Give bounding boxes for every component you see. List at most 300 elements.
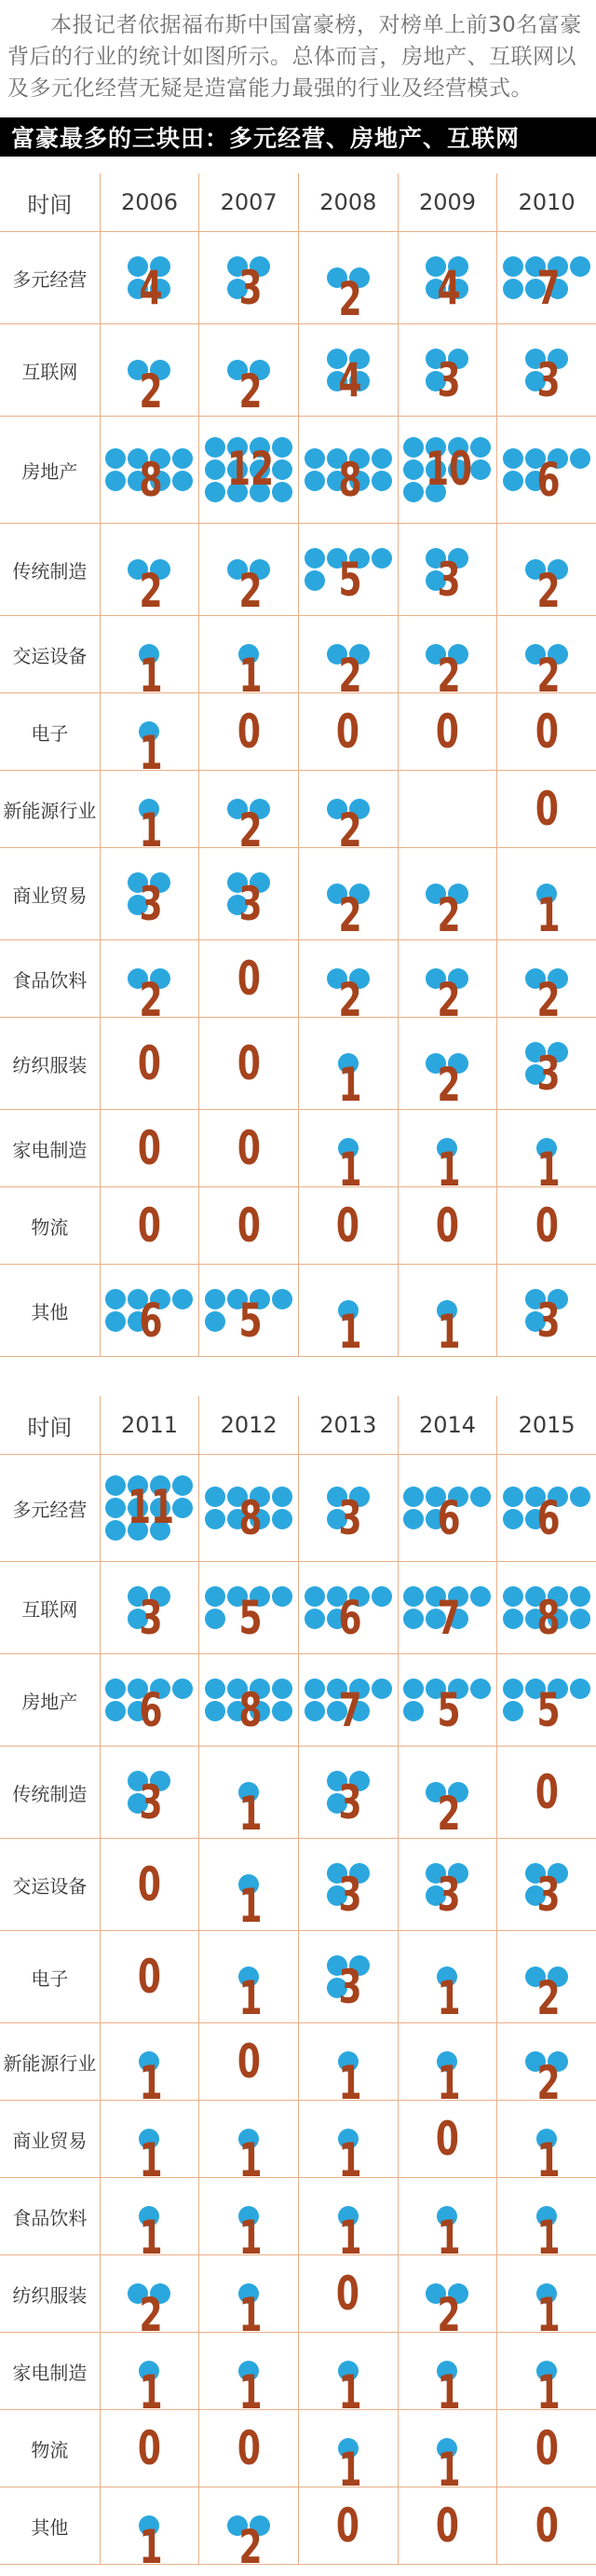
count-label: 0 (237, 1121, 261, 1175)
dot-cluster (327, 1863, 370, 1922)
dot-cluster (227, 799, 270, 857)
value-cell (496, 1654, 596, 1746)
value-cell (100, 324, 199, 416)
value-cell (198, 616, 298, 703)
count-label: 2 (238, 564, 263, 618)
table-header-row (0, 173, 596, 232)
count-label: 1 (139, 2520, 164, 2565)
value-cell (100, 940, 199, 1027)
dot-cluster (503, 1487, 590, 1545)
value-cell (496, 940, 596, 1027)
value-cell (198, 1747, 298, 1841)
value-cell (398, 2333, 497, 2419)
dot-cluster (437, 2051, 462, 2110)
count-label: 12 (227, 442, 275, 496)
person-dot-icon (205, 437, 225, 458)
person-dot-icon (205, 1487, 225, 1507)
dot-cluster (139, 799, 164, 857)
value-cell (496, 2487, 596, 2564)
count-label: 1 (437, 2211, 462, 2265)
person-dot-icon (272, 437, 292, 458)
value-cell (100, 1110, 199, 1186)
person-dot-icon (205, 1509, 225, 1529)
person-dot-icon (272, 1509, 292, 1529)
value-cell (398, 693, 497, 770)
person-dot-icon (205, 1701, 225, 1721)
year-header-cell: 2015 (496, 1396, 596, 1454)
person-dot-icon (305, 570, 325, 591)
value-cell (100, 2023, 199, 2110)
row-label: 电子 (31, 721, 69, 745)
value-cell (198, 1265, 298, 1356)
count-label: 6 (338, 1591, 362, 1645)
person-dot-icon (272, 482, 292, 502)
person-dot-icon (305, 471, 325, 491)
value-cell (298, 232, 398, 326)
value-cell (198, 324, 298, 416)
count-label: 1 (437, 1971, 462, 2025)
table-row (0, 693, 596, 780)
count-label: 8 (536, 1591, 561, 1645)
count-label: 1 (338, 2443, 362, 2497)
person-dot-icon (503, 1679, 523, 1699)
row-label: 房地产 (21, 459, 78, 483)
dot-cluster (205, 1679, 292, 1737)
person-dot-icon (470, 437, 491, 458)
count-label: 0 (336, 2267, 360, 2321)
person-dot-icon (403, 1609, 424, 1629)
value-cell (100, 1018, 199, 1109)
table-row (0, 1839, 596, 1931)
count-label: 0 (435, 2499, 460, 2553)
value-cell (398, 2101, 497, 2177)
row-label: 食品饮料 (12, 2206, 88, 2229)
value-cell (198, 771, 298, 857)
value-cell (496, 324, 596, 416)
dot-cluster (327, 644, 370, 703)
value-cell (398, 1747, 497, 1841)
count-label: 1 (139, 2133, 164, 2187)
row-label: 食品饮料 (12, 968, 88, 992)
year-header-cell: 2007 (198, 173, 298, 231)
person-dot-icon (570, 1609, 590, 1629)
dot-cluster (327, 1771, 370, 1829)
person-dot-icon (172, 448, 193, 469)
value-cell (496, 1265, 596, 1356)
dot-cluster (205, 1487, 292, 1545)
value-cell (298, 1455, 398, 1561)
dot-row (205, 1609, 225, 1629)
person-dot-icon (403, 1487, 424, 1507)
dot-cluster (227, 256, 270, 315)
count-label: 3 (139, 1591, 164, 1645)
person-dot-icon (172, 1679, 193, 1699)
person-dot-icon (570, 1586, 590, 1607)
count-label: 0 (535, 1199, 559, 1253)
year-header-cell: 2013 (298, 1396, 398, 1454)
count-label: 0 (336, 705, 360, 759)
value-cell (496, 1455, 596, 1561)
dot-cluster (536, 2206, 561, 2265)
person-dot-icon (372, 1679, 392, 1699)
count-label: 1 (338, 2133, 362, 2187)
value-cell (100, 1265, 199, 1356)
value-cell (398, 2487, 497, 2564)
dot-cluster (227, 2515, 270, 2565)
person-dot-icon (372, 548, 392, 569)
dot-cluster (238, 2129, 263, 2187)
person-dot-icon (105, 1679, 126, 1699)
table-row (0, 2487, 596, 2565)
section-title: 富豪最多的三块田：多元经营、房地产、互联网 (11, 125, 521, 152)
count-label: 5 (238, 1294, 263, 1348)
count-label: 2 (437, 2288, 462, 2342)
person-dot-icon (503, 448, 523, 469)
year-header-cell: 2010 (496, 173, 596, 231)
count-label: 2 (139, 364, 164, 418)
count-label: 0 (535, 2499, 559, 2553)
value-cell (496, 848, 596, 942)
count-label: 5 (437, 1683, 462, 1737)
dot-cluster (139, 2051, 164, 2110)
dot-cluster (238, 1782, 263, 1841)
dot-cluster (403, 1487, 491, 1545)
row-label: 家电制造 (12, 2361, 88, 2384)
row-label: 电子 (31, 1966, 69, 1990)
value-cell (198, 1455, 298, 1561)
dot-cluster (426, 349, 468, 407)
count-label: 3 (437, 553, 462, 607)
count-label: 0 (237, 952, 261, 1006)
value-cell (496, 2023, 596, 2110)
dot-cluster (238, 2206, 263, 2265)
row-label: 商业贸易 (12, 2129, 88, 2152)
count-label: 6 (437, 1491, 462, 1545)
person-dot-icon (172, 1498, 193, 1518)
count-label: 5 (338, 553, 362, 607)
count-label: 0 (435, 1199, 460, 1253)
dot-cluster (525, 1966, 568, 2025)
year-header-cell: 2006 (100, 173, 199, 231)
count-label: 1 (536, 2365, 561, 2419)
year-header-cell: 2009 (398, 173, 497, 231)
dot-cluster (525, 644, 568, 703)
value-cell (496, 771, 596, 847)
table-row (0, 1931, 596, 2023)
value-cell (398, 2178, 497, 2265)
table-row (0, 1018, 596, 1110)
dot-cluster (437, 1300, 462, 1359)
value-cell (496, 1562, 596, 1653)
time-header-cell: 时间 (27, 191, 73, 218)
dot-cluster (503, 448, 590, 507)
count-label: 3 (338, 1960, 362, 2014)
count-label: 7 (437, 1591, 462, 1645)
dot-cluster (227, 872, 270, 931)
value-cell (398, 2255, 497, 2342)
person-dot-icon (172, 1289, 193, 1309)
value-cell (198, 1839, 298, 1933)
person-dot-icon (272, 1289, 292, 1309)
row-label: 纺织服装 (12, 1053, 88, 1076)
dot-cluster (525, 349, 568, 407)
value-cell (298, 524, 398, 615)
count-label: 1 (139, 2211, 164, 2265)
table-row (0, 2023, 596, 2110)
value-cell (496, 2178, 596, 2265)
count-label: 3 (536, 1047, 561, 1101)
count-label: 1 (338, 1305, 362, 1359)
person-dot-icon (470, 1487, 491, 1507)
dot-cluster (327, 1955, 370, 2014)
dot-cluster (503, 256, 590, 315)
dot-cluster (338, 2206, 362, 2265)
value-cell (100, 848, 199, 939)
person-dot-icon (172, 1475, 193, 1496)
value-cell (100, 2333, 199, 2419)
dot-cluster (105, 1289, 193, 1348)
value-cell (100, 1931, 199, 2022)
value-cell (298, 1562, 398, 1653)
dot-cluster (338, 2438, 362, 2497)
person-dot-icon (172, 471, 193, 491)
dot-cluster (128, 1586, 170, 1645)
count-label: 2 (338, 973, 362, 1027)
value-cell (398, 1931, 497, 2025)
dot-cluster (437, 1138, 462, 1197)
table-row (0, 324, 596, 417)
dot-row (305, 570, 325, 591)
value-cell (100, 693, 199, 780)
dot-cluster (327, 267, 370, 326)
count-label: 2 (437, 973, 462, 1027)
count-label: 1 (238, 1879, 263, 1933)
table-row (0, 524, 596, 616)
count-label: 2 (338, 272, 362, 326)
count-label: 8 (139, 453, 164, 507)
section-title-bar (0, 117, 596, 157)
count-label: 2 (338, 803, 362, 857)
count-label: 2 (437, 888, 462, 942)
person-dot-icon (272, 1679, 292, 1699)
count-label: 2 (238, 2520, 263, 2565)
value-cell (198, 524, 298, 618)
person-dot-icon (403, 1586, 424, 1607)
row-label: 物流 (31, 1215, 69, 1239)
count-label: 3 (536, 1868, 561, 1922)
row-label: 其他 (31, 1300, 69, 1323)
value-cell (496, 2333, 596, 2419)
dot-cluster (503, 1679, 590, 1737)
person-dot-icon (503, 1609, 523, 1629)
value-cell (100, 2487, 199, 2564)
count-label: 2 (437, 1058, 462, 1112)
row-label: 商业贸易 (12, 884, 88, 907)
count-label: 4 (338, 353, 362, 407)
value-cell (298, 1931, 398, 2022)
dot-cluster (238, 644, 263, 703)
dot-cluster (205, 437, 292, 502)
person-dot-icon (205, 1679, 225, 1699)
value-cell (496, 1110, 596, 1197)
count-label: 3 (437, 1868, 462, 1922)
person-dot-icon (470, 1586, 491, 1607)
count-label: 2 (536, 2056, 561, 2110)
person-dot-icon (105, 1475, 126, 1496)
row-label: 其他 (31, 2515, 69, 2539)
value-cell (198, 693, 298, 770)
value-cell (298, 2178, 398, 2265)
person-dot-icon (403, 1679, 424, 1699)
value-cell (298, 1654, 398, 1746)
count-label: 3 (338, 1868, 362, 1922)
value-cell (496, 1931, 596, 2025)
dot-cluster (426, 2283, 468, 2342)
person-dot-icon (570, 448, 590, 469)
value-cell (198, 1654, 298, 1746)
value-cell (298, 2255, 398, 2332)
value-cell (298, 1187, 398, 1264)
dot-cluster (338, 1138, 362, 1197)
count-label: 2 (338, 888, 362, 942)
count-label: 1 (338, 2211, 362, 2265)
table-row (0, 616, 596, 703)
count-label: 0 (237, 2421, 261, 2475)
count-label: 1 (139, 2056, 164, 2110)
count-label: 3 (139, 1775, 164, 1829)
value-cell (398, 2023, 497, 2110)
count-label: 1 (536, 888, 561, 942)
value-cell (100, 1187, 199, 1264)
year-header-cell: 2011 (100, 1396, 199, 1454)
count-label: 0 (535, 2421, 559, 2475)
row-label: 新能源行业 (3, 799, 97, 822)
person-dot-icon (105, 1311, 126, 1332)
value-cell (496, 2255, 596, 2342)
dot-cluster (338, 2051, 362, 2110)
count-label: 2 (536, 564, 561, 618)
person-dot-icon (105, 1701, 126, 1721)
value-cell (100, 616, 199, 703)
row-label: 交运设备 (12, 1874, 88, 1898)
person-dot-icon (205, 1586, 225, 1607)
dot-cluster (238, 2361, 263, 2419)
count-label: 1 (437, 2365, 462, 2419)
value-cell (198, 1931, 298, 2025)
person-dot-icon (503, 1487, 523, 1507)
dot-cluster (426, 884, 468, 942)
count-label: 3 (238, 261, 263, 315)
count-label: 0 (137, 1857, 162, 1911)
value-cell (100, 1747, 199, 1838)
value-cell (198, 2487, 298, 2564)
person-dot-icon (305, 448, 325, 469)
count-label: 1 (139, 649, 164, 703)
person-dot-icon (503, 1701, 523, 1721)
count-label: 0 (535, 1765, 559, 1819)
person-dot-icon (372, 448, 392, 469)
count-label: 3 (536, 353, 561, 407)
person-dot-icon (503, 1586, 523, 1607)
dot-cluster (128, 968, 170, 1027)
dot-cluster (338, 2361, 362, 2419)
count-label: 1 (238, 2211, 263, 2265)
value-cell (496, 693, 596, 770)
pictogram-table-2011-2015 (0, 1396, 596, 2565)
dot-cluster (338, 2129, 362, 2187)
count-label: 2 (139, 973, 164, 1027)
table-header-row (0, 1396, 596, 1455)
count-label: 2 (238, 364, 263, 418)
count-label: 0 (535, 705, 559, 759)
dot-cluster (238, 1874, 263, 1933)
row-label: 互联网 (21, 360, 78, 383)
value-cell (100, 2255, 199, 2342)
count-label: 0 (237, 1199, 261, 1253)
count-label: 0 (435, 2112, 460, 2166)
count-label: 4 (139, 261, 164, 315)
count-label: 2 (139, 2288, 164, 2342)
person-dot-icon (205, 1311, 225, 1332)
person-dot-icon (403, 1701, 424, 1721)
dot-cluster (305, 548, 392, 607)
value-cell (198, 232, 298, 323)
dot-cluster (525, 968, 568, 1027)
dot-cluster (128, 559, 170, 618)
table-row (0, 2333, 596, 2419)
table-row (0, 1265, 596, 1357)
year-header-cell: 2008 (298, 173, 398, 231)
person-dot-icon (305, 1679, 325, 1699)
value-cell (198, 1018, 298, 1109)
count-label: 1 (536, 2133, 561, 2187)
value-cell (298, 2487, 398, 2564)
table-row (0, 940, 596, 1027)
person-dot-icon (372, 1586, 392, 1607)
count-label: 4 (437, 261, 462, 315)
value-cell (496, 524, 596, 618)
row-label: 纺织服装 (12, 2283, 88, 2307)
dot-cluster (238, 1966, 263, 2025)
table-row (0, 2178, 596, 2265)
dot-cluster (525, 1863, 568, 1922)
person-dot-icon (205, 1289, 225, 1309)
dot-cluster (305, 1679, 392, 1737)
person-dot-icon (205, 1609, 225, 1629)
person-dot-icon (570, 1487, 590, 1507)
count-label: 1 (338, 2365, 362, 2419)
count-label: 7 (338, 1683, 362, 1737)
value-cell (298, 1839, 398, 1930)
count-label: 1 (238, 2288, 263, 2342)
dot-cluster (327, 349, 370, 407)
count-label: 2 (536, 973, 561, 1027)
value-cell (198, 2255, 298, 2342)
value-cell (398, 1839, 497, 1930)
value-cell (398, 1265, 497, 1359)
person-dot-icon (205, 482, 225, 502)
dot-cluster (205, 1289, 292, 1348)
count-label: 1 (338, 1143, 362, 1197)
dot-cluster (437, 2206, 462, 2265)
value-cell (198, 2101, 298, 2187)
count-label: 8 (238, 1491, 263, 1545)
count-label: 8 (238, 1683, 263, 1737)
row-label: 传统制造 (12, 1782, 88, 1805)
table-row (0, 1562, 596, 1654)
count-label: 1 (437, 2443, 462, 2497)
year-header-cell: 2012 (198, 1396, 298, 1454)
